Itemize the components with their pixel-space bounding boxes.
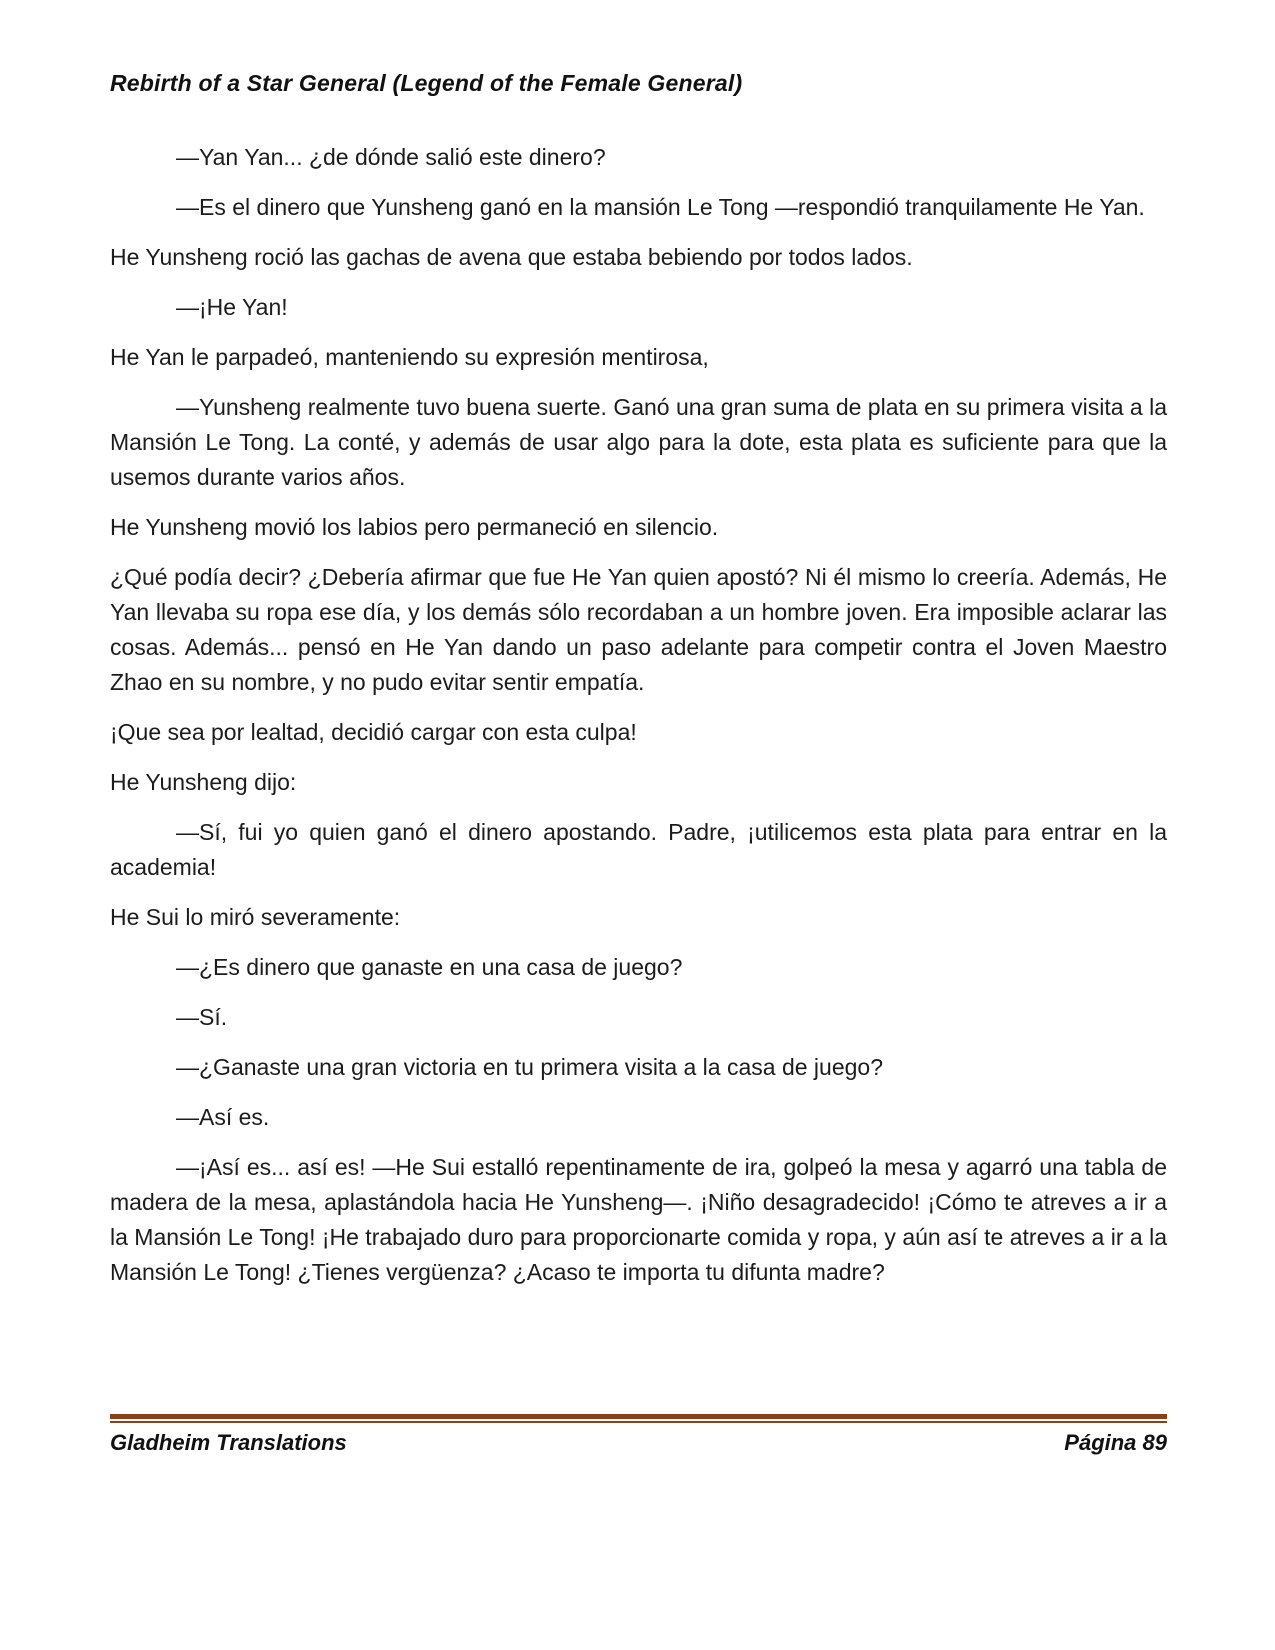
paragraph: —Yunsheng realmente tuvo buena suerte. Ganó una gran suma de plata en su primera visita a la Mansión Le Tong. La conté, y además de usar algo para la dote, esta plata es suficiente para que la usemos durante varios años. [110,394,1167,490]
paragraph: —¿Ganaste una gran victoria en tu primera visita a la casa de juego? [176,1054,883,1080]
paragraph: —Es el dinero que Yunsheng ganó en la mansión Le Tong —respondió tranquilamente He Yan. [176,194,1145,220]
document-title: Rebirth of a Star General (Legend of the Female General) [110,70,743,96]
paragraph: —¡Así es... así es! —He Sui estalló repentinamente de ira, golpeó la mesa y agarró una tabla de madera de la mesa, aplastándola hacia He Yunsheng—. ¡Niño desagradecido! ¡Cómo te atreves a ir a la Mansión Le Tong! ¡He trabajado duro para proporcionarte comida y ropa, y aún así te atreves a ir a la Mansión Le Tong! ¿Tienes vergüenza? ¿Acaso te importa tu difunta madre? [110,1154,1167,1285]
paragraph: He Yan le parpadeó, manteniendo su expresión mentirosa, [110,344,709,370]
page-footer [110,1414,1167,1456]
paragraph: —Así es. [176,1104,270,1130]
footer-page-number: Página 89 [1064,1430,1167,1455]
footer-rule-thick [110,1414,1167,1419]
paragraph: —Yan Yan... ¿de dónde salió este dinero? [176,144,606,170]
footer-rule-thin [110,1421,1167,1423]
document-body [110,140,1167,1305]
paragraph: —Sí, fui yo quien ganó el dinero apostando. Padre, ¡utilicemos esta plata para entrar en la academia! [110,819,1167,880]
paragraph: He Sui lo miró severamente: [110,904,401,930]
paragraph: —Sí. [176,1004,228,1030]
paragraph: He Yunsheng dijo: [110,769,297,795]
paragraph: He Yunsheng movió los labios pero permaneció en silencio. [110,514,719,540]
paragraph: —¡He Yan! [176,294,288,320]
footer-translator-credit: Gladheim Translations [110,1430,347,1455]
paragraph: ¿Qué podía decir? ¿Debería afirmar que fue He Yan quien apostó? Ni él mismo lo creería. Además, He Yan llevaba su ropa ese día, y los demás sólo recordaban a un hombre joven. Era imposible aclarar las cosas. Además... pensó en He Yan dando un paso adelante para competir contra el Joven Maestro Zhao en su nombre, y no pudo evitar sentir empatía. [110,564,1167,695]
paragraph: —¿Es dinero que ganaste en una casa de juego? [176,954,683,980]
paragraph: He Yunsheng roció las gachas de avena que estaba bebiendo por todos lados. [110,244,913,270]
paragraph: ¡Que sea por lealtad, decidió cargar con esta culpa! [110,719,637,745]
